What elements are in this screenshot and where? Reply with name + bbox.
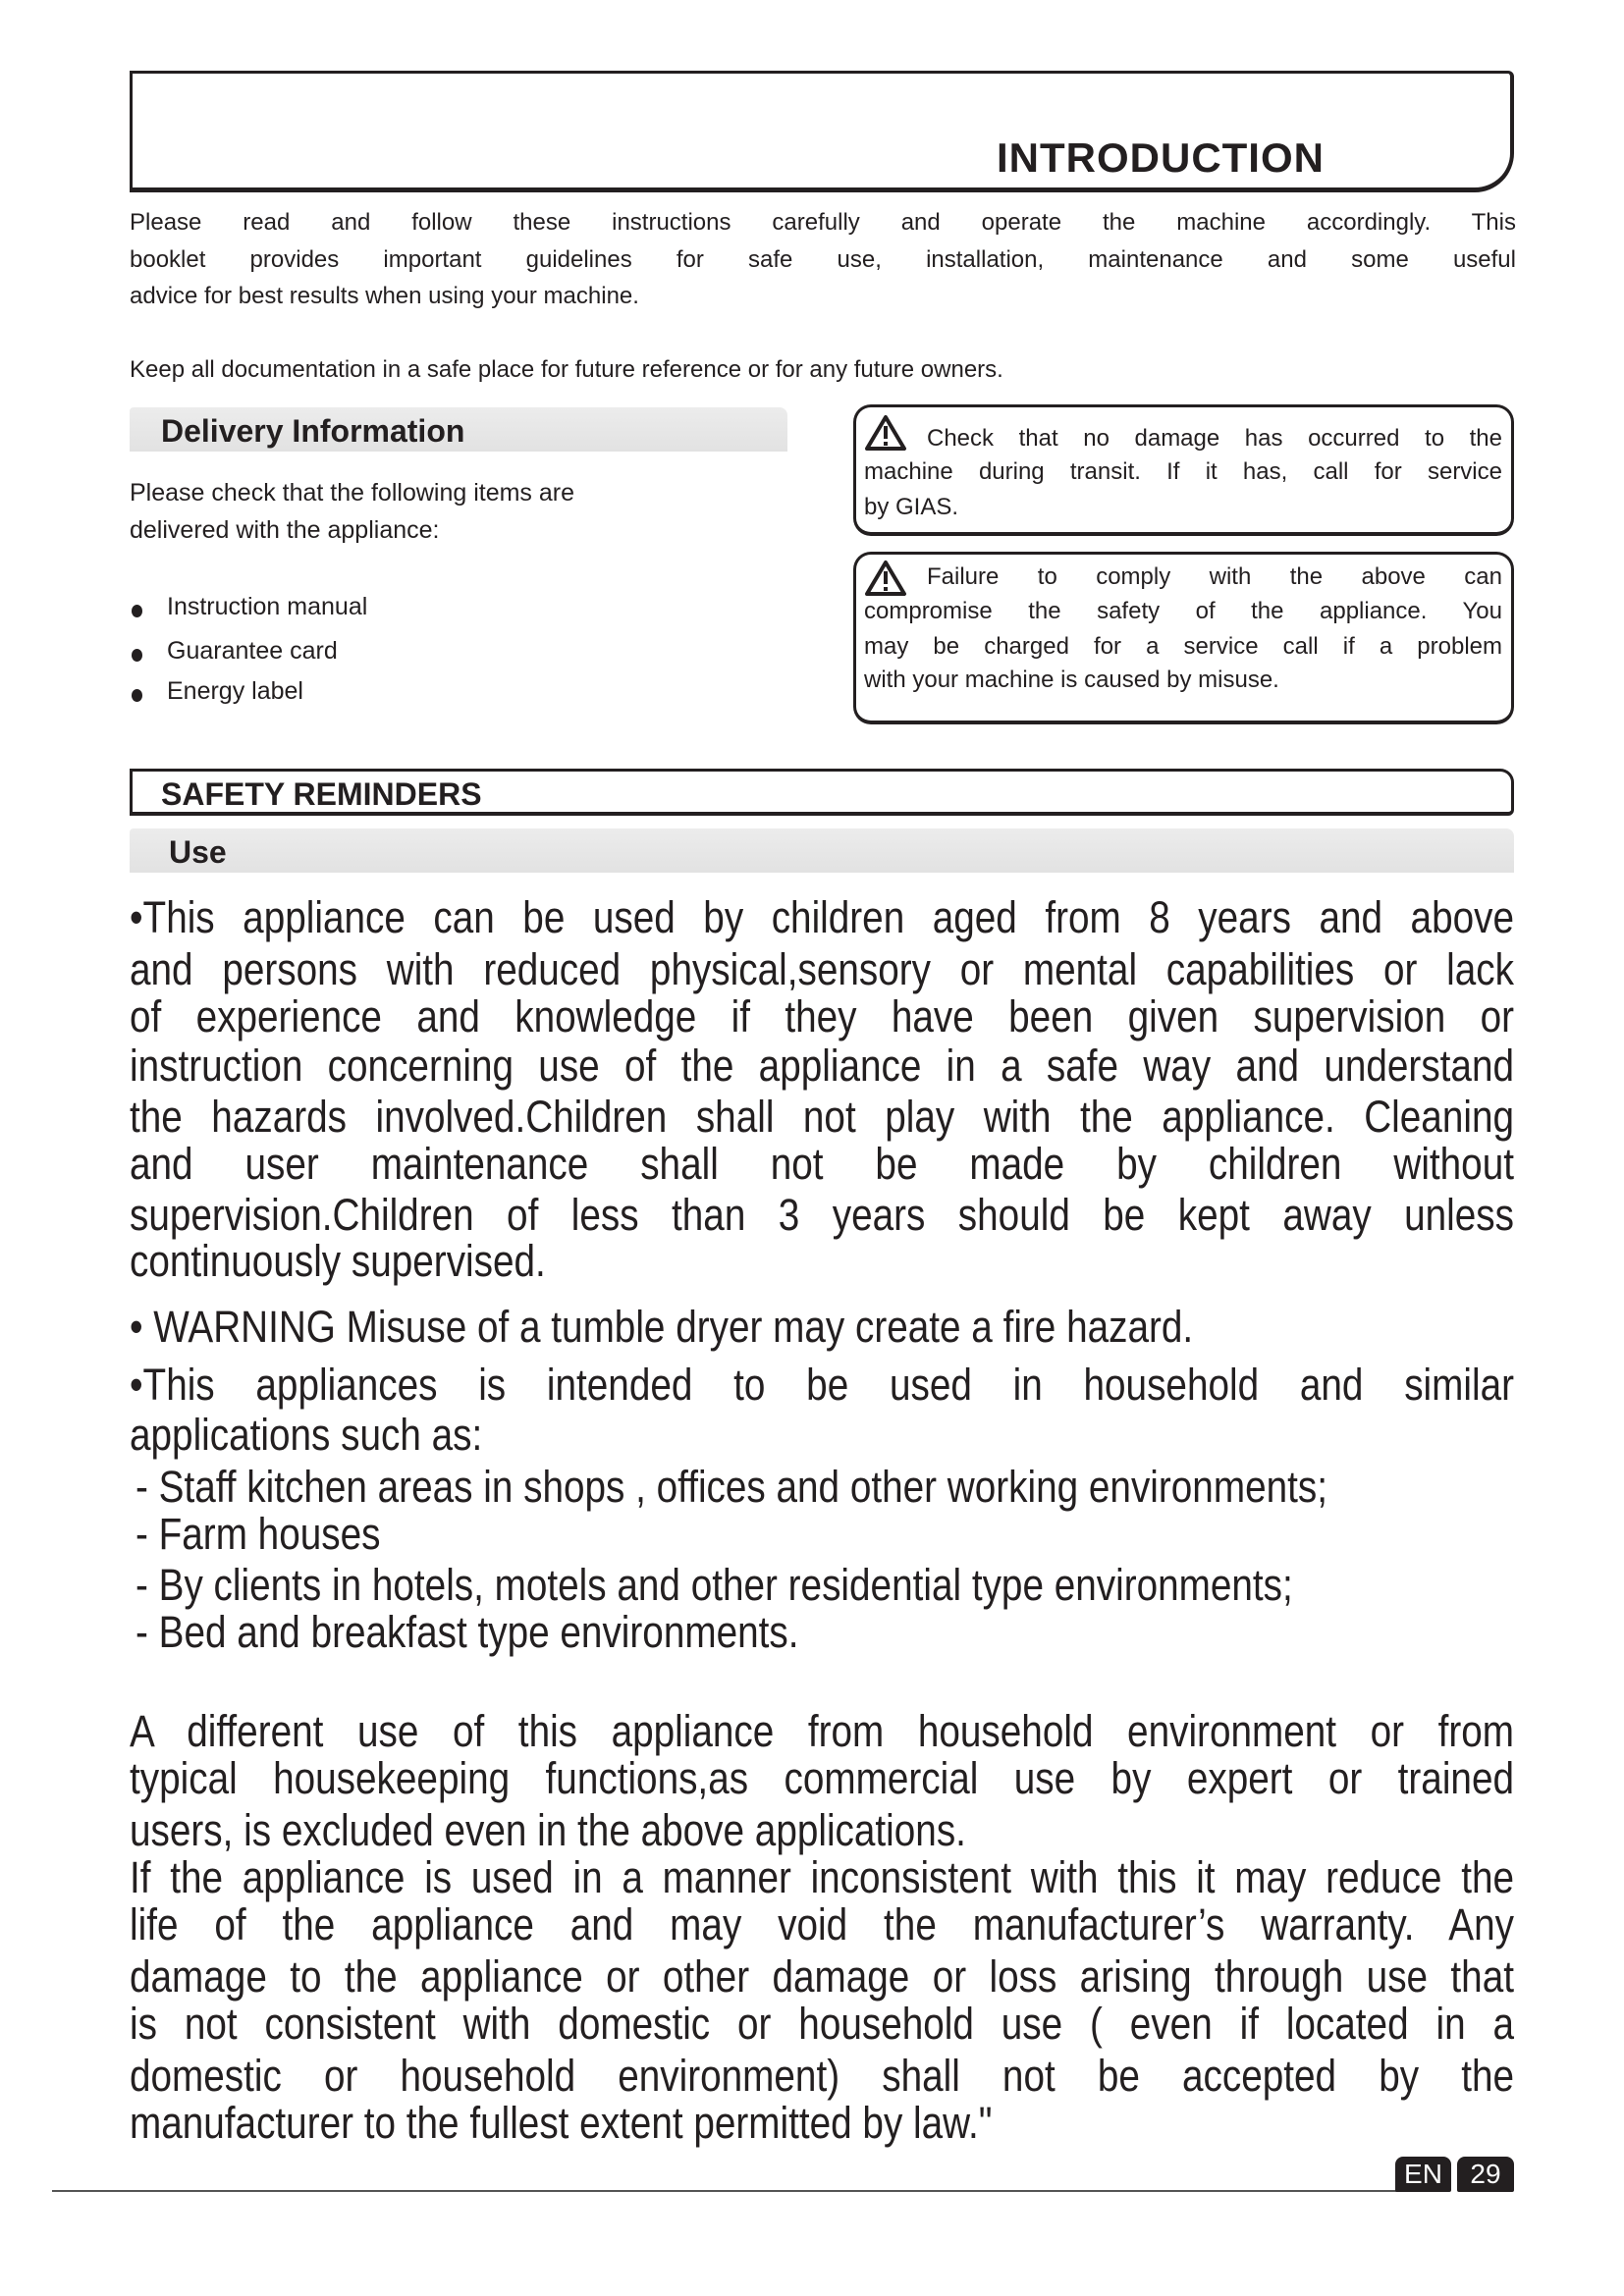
bullet-icon (132, 605, 142, 617)
safety-paragraph-line: typical housekeeping functions,as commercial use by expert or trained (130, 1753, 1514, 1803)
usage-list-item: - By clients in hotels, motels and other residential type environments; (135, 1560, 1293, 1610)
language-badge: EN (1395, 2157, 1451, 2192)
warning-text: with your machine is caused by misuse. (864, 667, 1279, 693)
bullet-icon (132, 689, 142, 702)
delivery-item: Energy label (167, 677, 303, 705)
safety-paragraph-line: the hazards involved.Children shall not play with the appliance. Cleaning (130, 1092, 1514, 1142)
intro-line: booklet provides important guidelines for safe use, installation, maintenance and some useful (130, 246, 1516, 273)
delivery-heading-bar (130, 407, 787, 452)
safety-paragraph-line: instruction concerning use of the appliance in a safe way and understand (130, 1041, 1514, 1091)
warning-text: Failure to comply with the above can (927, 563, 1502, 590)
warning-text: by GIAS. (864, 494, 959, 520)
usage-list-item: - Staff kitchen areas in shops , offices and other working environments; (135, 1462, 1327, 1512)
delivery-text: Please check that the following items are (130, 479, 575, 507)
intro-line: Please read and follow these instructions carefully and operate the machine accordingly. This (130, 209, 1516, 236)
safety-paragraph-line: life of the appliance and may void the manufacturer’s warranty. Any (130, 1899, 1514, 1949)
warning-triangle-icon (864, 414, 907, 456)
safety-paragraph-line: and persons with reduced physical,sensory or mental capabilities or lack (130, 944, 1514, 994)
safety-paragraph-line: domestic or household environment) shall not be accepted by the (130, 2051, 1514, 2101)
warning-text: compromise the safety of the appliance. You (864, 598, 1502, 624)
delivery-text: delivered with the appliance: (130, 516, 440, 544)
safety-paragraph-line: manufacturer to the fullest extent permitted by law." (130, 2098, 993, 2148)
safety-paragraph-line: A different use of this appliance from household environment or from (130, 1706, 1514, 1756)
safety-paragraph-line: is not consistent with domestic or household use ( even if located in a (130, 1999, 1514, 2049)
bullet-icon (132, 649, 142, 662)
safety-paragraph-line: If the appliance is used in a manner inconsistent with this it may reduce the (130, 1852, 1514, 1902)
delivery-item: Instruction manual (167, 593, 368, 620)
footer-rule (52, 2190, 1397, 2192)
delivery-heading: Delivery Information (161, 413, 465, 449)
safety-paragraph-line: •This appliances is intended to be used in household and similar (130, 1360, 1514, 1410)
use-heading-bar (130, 828, 1514, 873)
use-heading: Use (169, 834, 227, 870)
safety-paragraph-line: supervision.Children of less than 3 years should be kept away unless (130, 1190, 1514, 1240)
fire-warning: • WARNING Misuse of a tumble dryer may create a fire hazard. (130, 1302, 1194, 1352)
page-number: 29 (1457, 2157, 1514, 2192)
usage-list-item: - Bed and breakfast type environments. (135, 1607, 799, 1657)
keep-docs-note: Keep all documentation in a safe place for future reference or for any future owners. (130, 356, 1003, 383)
warning-text: may be charged for a service call if a problem (864, 633, 1502, 660)
warning-triangle-icon (864, 560, 907, 602)
safety-paragraph-line: of experience and knowledge if they have been given supervision or (130, 991, 1514, 1041)
usage-list-item: - Farm houses (135, 1509, 381, 1559)
delivery-item: Guarantee card (167, 637, 338, 665)
safety-paragraph-line: •This appliance can be used by children aged from 8 years and above (130, 892, 1514, 942)
safety-paragraph-line: applications such as: (130, 1410, 483, 1460)
safety-heading: SAFETY REMINDERS (161, 776, 482, 812)
safety-paragraph-line: damage to the appliance or other damage or loss arising through use that (130, 1951, 1514, 2002)
warning-text: machine during transit. If it has, call for service (864, 458, 1502, 485)
safety-paragraph-line: and user maintenance shall not be made by children without (130, 1139, 1514, 1189)
safety-reminders-frame (130, 769, 1514, 816)
safety-paragraph-line: continuously supervised. (130, 1236, 546, 1286)
safety-paragraph-line: users, is excluded even in the above applications. (130, 1805, 966, 1855)
warning-text: Check that no damage has occurred to the (927, 425, 1502, 452)
page-title: INTRODUCTION (997, 134, 1325, 181)
intro-line: advice for best results when using your machine. (130, 283, 639, 309)
